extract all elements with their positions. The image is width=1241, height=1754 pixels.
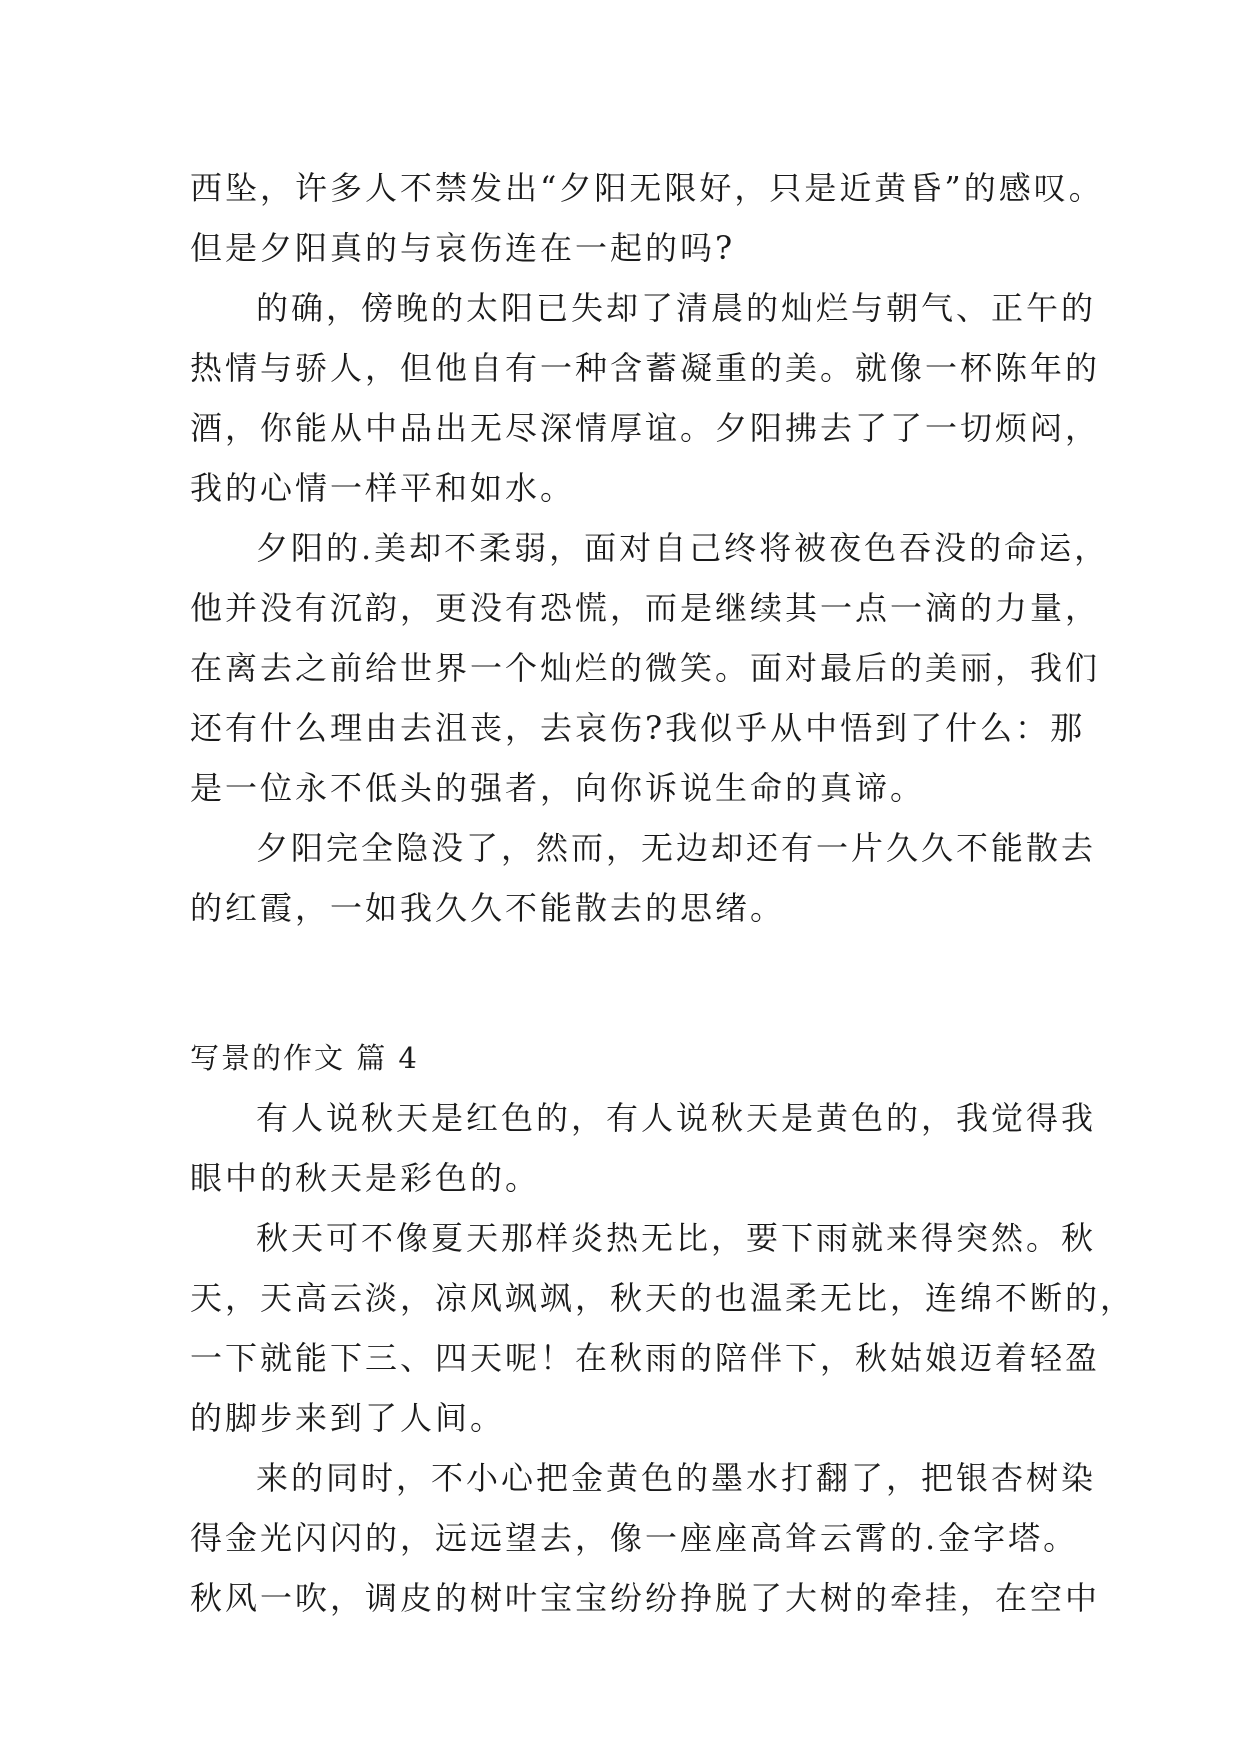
document-page — [190, 158, 1136, 1628]
text-line: 西坠，许多人不禁发出“夕阳无限好，只是近黄昏”的感叹。 — [190, 169, 1104, 207]
paragraph — [190, 278, 1101, 518]
text-line: 是一位永不低头的强者，向你诉说生命的真谛。 — [190, 769, 926, 807]
text-line: 秋天可不像夏天那样炎热无比，要下雨就来得突然。秋 — [256, 1219, 1097, 1257]
text-line: 夕阳完全隐没了，然而，无边却还有一片久久不能散去 — [256, 829, 1097, 867]
text-line: 我的心情一样平和如水。 — [190, 469, 576, 507]
text-line: 还有什么理由去沮丧，去哀伤?我似乎从中悟到了什么：那 — [190, 709, 1086, 747]
text-line: 在离去之前给世界一个灿烂的微笑。面对最后的美丽，我们 — [190, 649, 1101, 687]
text-line: 的红霞，一如我久久不能散去的思绪。 — [190, 889, 786, 927]
text-line: 的脚步来到了人间。 — [190, 1399, 506, 1437]
text-line: 一下就能下三、四天呢！在秋雨的陪伴下，秋姑娘迈着轻盈 — [190, 1339, 1101, 1377]
text-line: 热情与骄人，但他自有一种含蓄凝重的美。就像一杯陈年的 — [190, 349, 1101, 387]
text-line: 他并没有沉韵，更没有恐慌，而是继续其一点一滴的力量， — [190, 589, 1101, 627]
text-line: 的确，傍晚的太阳已失却了清晨的灿烂与朝气、正午的 — [256, 289, 1097, 327]
text-line: 来的同时，不小心把金黄色的墨水打翻了，把银杏树染 — [256, 1459, 1097, 1497]
section-gap — [190, 938, 1070, 1028]
paragraph — [190, 518, 1110, 818]
paragraph — [190, 1208, 1136, 1448]
section-heading: 写景的作文 篇 4 — [190, 1041, 419, 1075]
text-line: 但是夕阳真的与哀伤连在一起的吗? — [190, 229, 736, 267]
text-line: 酒，你能从中品出无尽深情厚谊。夕阳拂去了了一切烦闷， — [190, 409, 1101, 447]
text-line: 秋风一吹，调皮的树叶宝宝纷纷挣脱了大树的牵挂，在空中 — [190, 1579, 1101, 1617]
paragraph — [190, 158, 1104, 278]
paragraph — [190, 1448, 1101, 1628]
text-line: 眼中的秋天是彩色的。 — [190, 1159, 541, 1197]
paragraph — [190, 1088, 1097, 1208]
text-line: 夕阳的.美却不柔弱，面对自己终将被夜色吞没的命运， — [256, 529, 1110, 567]
paragraph — [190, 818, 1097, 938]
text-line: 有人说秋天是红色的，有人说秋天是黄色的，我觉得我 — [256, 1099, 1097, 1137]
text-line: 得金光闪闪的，远远望去，像一座座高耸云霄的.金字塔。 — [190, 1519, 1079, 1557]
text-line: 天，天高云淡，凉风飒飒，秋天的也温柔无比，连绵不断的， — [190, 1279, 1136, 1317]
